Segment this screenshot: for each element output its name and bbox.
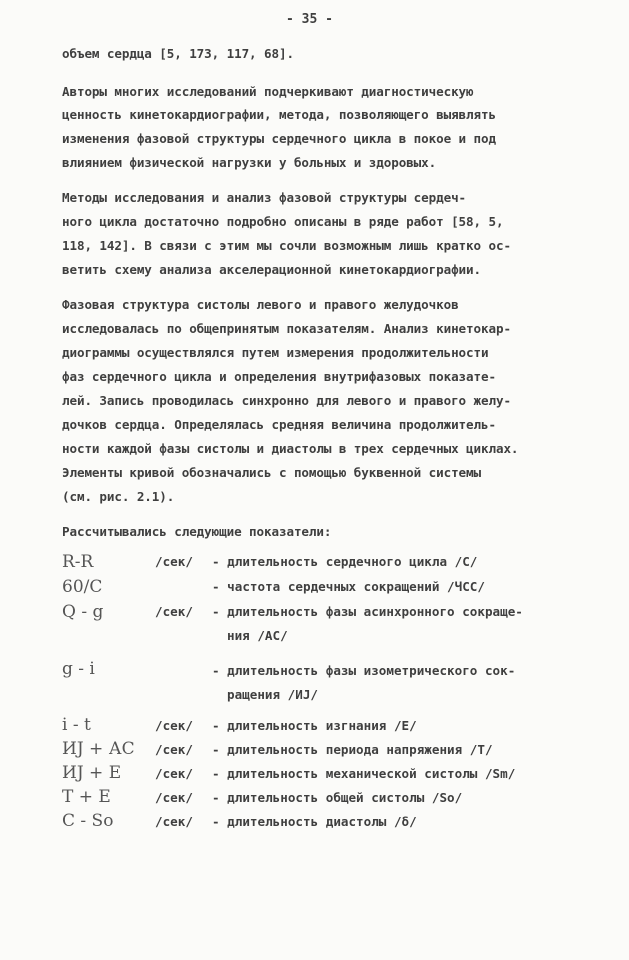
- indicator-description-continuation: ния /АС/: [227, 628, 288, 643]
- formula-handwritten: ИJ + Е: [62, 763, 122, 783]
- indicator-description: - длительность механической систолы /Sm/: [212, 766, 516, 781]
- indicator-description: - длительность фазы изометрического сок-: [212, 663, 516, 678]
- indicator-description: - длительность сердечного цикла /С/: [212, 554, 478, 569]
- formula-handwritten: g - i: [62, 659, 95, 679]
- formula-handwritten: 60/C: [62, 577, 103, 597]
- text-line: Авторы многих исследований подчеркивают диагностическую: [62, 84, 474, 99]
- text-line: Методы исследования и анализ фазовой структуры сердеч-: [62, 190, 467, 205]
- formula-handwritten: C - So: [62, 811, 114, 831]
- text-line: дочков сердца. Определялась средняя величина продолжитель-: [62, 417, 496, 432]
- indicator-unit: /сек/: [155, 790, 193, 805]
- indicator-unit: /сек/: [155, 814, 193, 829]
- indicator-description: - длительность изгнания /Е/: [212, 718, 417, 733]
- indicator-unit: /сек/: [155, 604, 193, 619]
- formula-handwritten: Q - g: [62, 602, 104, 622]
- text-line: Элементы кривой обозначались с помощью буквенной системы: [62, 465, 481, 480]
- indicator-unit: /сек/: [155, 718, 193, 733]
- text-line: диограммы осуществлялся путем измерения продолжительности: [62, 345, 489, 360]
- indicator-description: - частота сердечных сокращений /ЧСС/: [212, 579, 485, 594]
- text-line: влиянием физической нагрузки у больных и здоровых.: [62, 155, 437, 170]
- indicator-unit: /сек/: [155, 766, 193, 781]
- indicator-description: - длительность фазы асинхронного сокраще-: [212, 604, 523, 619]
- indicator-description: - длительность периода напряжения /Т/: [212, 742, 493, 757]
- text-line: ного цикла достаточно подробно описаны в ряде работ [58, 5,: [62, 214, 504, 229]
- text-line: ности каждой фазы систолы и диастолы в трех сердечных циклах.: [62, 441, 519, 456]
- text-line: 118, 142]. В связи с этим мы сочли возможным лишь кратко ос-: [62, 238, 511, 253]
- indicator-unit: /сек/: [155, 554, 193, 569]
- text-line: Фазовая структура систолы левого и правого желудочков: [62, 297, 459, 312]
- text-line: ценность кинетокардиографии, метода, позволяющего выявлять: [62, 107, 496, 122]
- indicator-description: - длительность диастолы /δ/: [212, 814, 417, 829]
- text-line: изменения фазовой структуры сердечного цикла в покое и под: [62, 131, 496, 146]
- text-line: лей. Запись проводилась синхронно для левого и правого желу-: [62, 393, 511, 408]
- text-line: объем сердца [5, 173, 117, 68].: [62, 46, 294, 61]
- formula-handwritten: T + E: [62, 787, 111, 807]
- text-line: ветить схему анализа акселерационной кинетокардиографии.: [62, 262, 481, 277]
- text-line: Рассчитывались следующие показатели:: [62, 524, 332, 539]
- page-number: - 35 -: [286, 12, 333, 27]
- text-line: исследовалась по общепринятым показателям. Анализ кинетокар-: [62, 321, 511, 336]
- indicator-description-continuation: ращения /ИJ/: [227, 687, 318, 702]
- text-line: фаз сердечного цикла и определения внутрифазовых показате-: [62, 369, 496, 384]
- formula-handwritten: R-R: [62, 552, 94, 572]
- formula-handwritten: i - t: [62, 715, 91, 735]
- indicator-description: - длительность общей систолы /So/: [212, 790, 463, 805]
- formula-handwritten: ИJ + АС: [62, 739, 135, 759]
- indicator-unit: /сек/: [155, 742, 193, 757]
- text-line: (см. рис. 2.1).: [62, 489, 175, 504]
